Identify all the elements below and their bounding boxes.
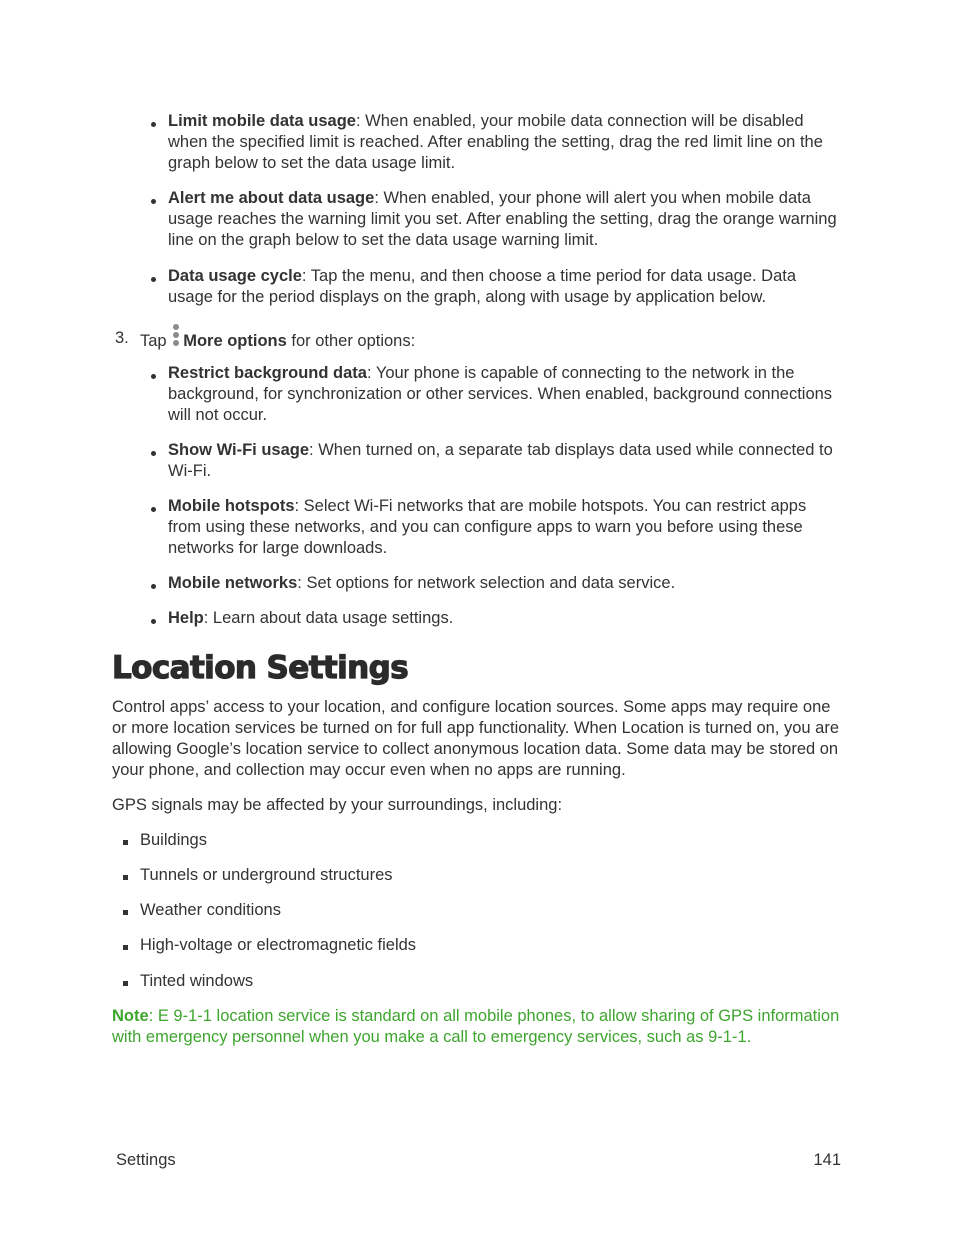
bullet-dot <box>151 451 156 456</box>
square-bullet <box>123 945 128 950</box>
bullet-item-help <box>168 608 840 629</box>
bullet-description: : Select Wi-Fi networks that are mobile hotspots. You can restrict apps from using these networks, and you can configure apps to warn you before using these networks for large downloads. <box>168 497 807 557</box>
note-text: : E 9-1-1 location service is standard on all mobile phones, to allow sharing of GPS information with emergency personnel when you make a call to emergency services, such as 9-1-1. <box>112 1007 840 1046</box>
bullet-term: Mobile networks <box>168 574 298 592</box>
bullet-item-show-wifi-usage <box>168 440 840 482</box>
bullet-description: : Tap the menu, and then choose a time period for data usage. Data usage for the period displays on the graph, along with usage by application below. <box>168 267 797 306</box>
square-bullet <box>123 910 128 915</box>
bullet-description: : When turned on, a separate tab displays data used while connected to Wi-Fi. <box>168 441 833 480</box>
list-item: Tunnels or underground structures <box>140 866 393 884</box>
bullet-term: Restrict background data <box>168 364 367 382</box>
bullet-dot <box>151 619 156 624</box>
bullet-dot <box>151 374 156 379</box>
step-suffix: for other options: <box>286 332 416 350</box>
square-bullet <box>123 840 128 845</box>
bullet-description: : When enabled, your mobile data connection will be disabled when the specified limit is reached. After enabling the setting, drag the red limit line on the graph below to set the data usage limit. <box>168 112 823 172</box>
list-item: Weather conditions <box>140 901 281 919</box>
bullet-dot <box>151 199 156 204</box>
footer-section-name: Settings <box>116 1151 176 1169</box>
intro-paragraph: Control apps’ access to your location, and configure location sources. Some apps may require one or more location services be turned on for full app functionality. When Location is turned on, you are allowing Google’s location service to collect anonymous location data. Some data may be stored on your phone, and collection may occur even when no apps are running. <box>112 698 840 779</box>
gps-paragraph: GPS signals may be affected by your surroundings, including: <box>112 796 563 814</box>
bullet-description: : Your phone is capable of connecting to the network in the background, for synchronization or other services. When enabled, background connections will not occur. <box>168 364 833 424</box>
bullet-dot <box>151 584 156 589</box>
bullet-description: : Set options for network selection and data service. <box>297 574 676 592</box>
bullet-term: Mobile hotspots <box>168 497 295 515</box>
more-options-kebab-icon <box>171 328 181 350</box>
list-item: Buildings <box>140 831 207 849</box>
list-item: Tinted windows <box>140 972 254 990</box>
bullet-term: Help <box>168 609 204 627</box>
bullet-item-alert-data-usage <box>168 188 840 251</box>
note-paragraph <box>112 1006 840 1048</box>
bullet-item-limit-mobile-data <box>168 111 840 174</box>
square-bullet <box>123 875 128 880</box>
bullet-item-mobile-networks <box>168 573 840 594</box>
bullet-term: Data usage cycle <box>168 267 302 285</box>
step-3-text <box>140 328 840 352</box>
step-number: 3. <box>115 329 129 347</box>
section-heading: Location Settings <box>112 650 409 686</box>
bullet-dot <box>151 122 156 127</box>
bullet-dot <box>151 507 156 512</box>
note-label: Note <box>112 1007 149 1025</box>
footer-page-number: 141 <box>813 1151 841 1169</box>
step-term: More options <box>183 332 287 350</box>
bullet-item-mobile-hotspots <box>168 496 840 559</box>
list-item: High-voltage or electromagnetic fields <box>140 936 417 954</box>
bullet-description: : When enabled, your phone will alert you when mobile data usage reaches the warning limit you set. After enabling the setting, drag the orange warning line on the graph below to set the data usage warning limit. <box>168 189 837 249</box>
bullet-dot <box>151 277 156 282</box>
step-prefix: Tap <box>140 332 167 350</box>
bullet-description: : Learn about data usage settings. <box>203 609 454 627</box>
bullet-term: Limit mobile data usage <box>168 112 356 130</box>
square-bullet <box>123 981 128 986</box>
bullet-item-restrict-background <box>168 363 840 426</box>
bullet-item-data-usage-cycle <box>168 266 840 308</box>
bullet-term: Alert me about data usage <box>168 189 375 207</box>
bullet-term: Show Wi-Fi usage <box>168 441 310 459</box>
